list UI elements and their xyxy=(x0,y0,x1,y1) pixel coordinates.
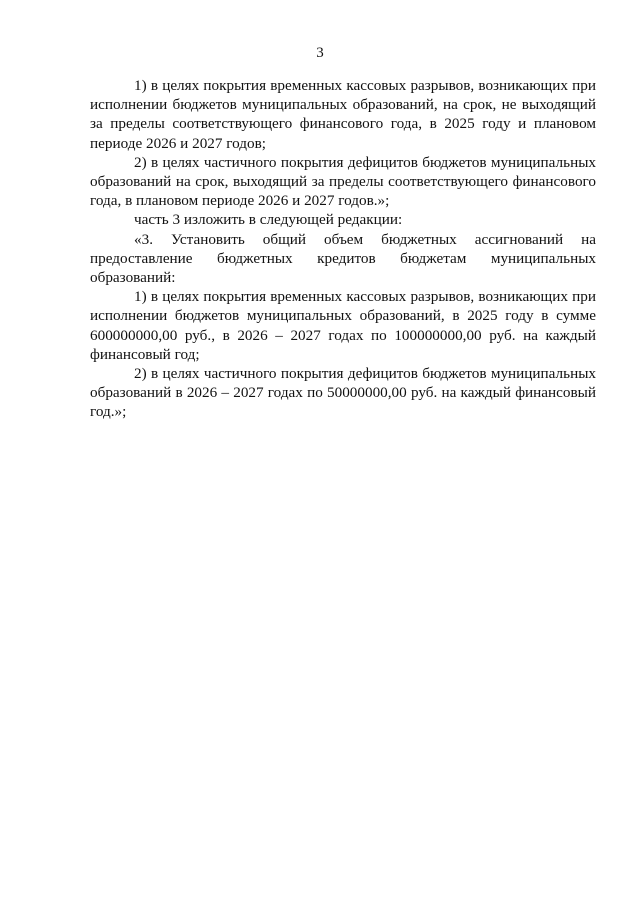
paragraph-item-1-temporary-cash-gaps: 1) в целях покрытия временных кассовых разрывов, возникающих при исполнении бюджетов муниципальных образований, на срок, не выходящий за пределы соответствующего финансового года, в 2025 году и плановом периоде 2026 и 2027 годов; xyxy=(90,77,596,152)
paragraph-part-3-item-2: 2) в целях частичного покрытия дефицитов бюджетов муниципальных образований в 2026 – 2027 годах по 50000000,00 руб. на каждый финансовый год.»; xyxy=(90,365,596,421)
paragraph-part-3-item-1: 1) в целях покрытия временных кассовых разрывов, возникающих при исполнении бюджетов муниципальных образований, в 2025 году в сумме 600000000,00 руб., в 2026 – 2027 годах по 100000000,00 руб. на каждый финансовый год; xyxy=(90,288,596,363)
paragraph-part-3-instruction: часть 3 изложить в следующей редакции: xyxy=(134,211,403,229)
paragraph-part-3-heading: «3. Установить общий объем бюджетных ассигнований на предоставление бюджетных кредитов бюджетам муниципальных образований: xyxy=(90,230,596,287)
paragraph-item-2-deficit-coverage: 2) в целях частичного покрытия дефицитов бюджетов муниципальных образований на срок, выходящий за пределы соответствующего финансового года, в плановом периоде 2026 и 2027 годов.»; xyxy=(90,153,596,210)
page-number: 3 xyxy=(316,45,324,61)
document-body xyxy=(90,76,596,422)
